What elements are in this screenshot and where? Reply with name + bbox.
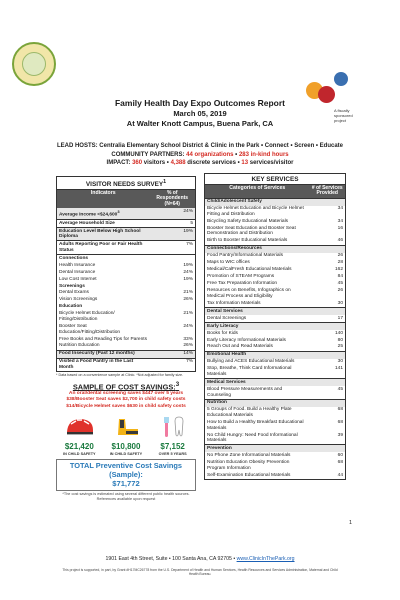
survey-indicator [57,350,150,358]
right-column [204,173,346,480]
services-category-label: Prevention [205,445,310,452]
survey-indicator [57,358,150,372]
survey-value: 5 [150,219,196,227]
survey-indicator [57,208,150,219]
services-row [205,366,346,379]
lead-hosts: LEAD HOSTS: Centralia Elementary School District & Clinic in the Park • Connect • Screen • Educate [56,143,344,149]
service-count: 26 [337,253,343,259]
services-category-label: Emotional Health [205,351,310,358]
survey-value [150,304,196,311]
survey-value: 33% [183,336,193,342]
report-date: March 05, 2019 [173,109,227,118]
service-count: 44 [337,472,343,478]
key-services-table [204,184,346,480]
services-category-row [205,399,346,406]
survey-value: 24% [183,208,193,214]
survey-value: 26% [183,343,193,349]
survey-row [57,283,196,290]
survey-value: 7% [150,358,196,372]
cost-savings-lines [56,391,196,410]
survey-value: 24% [183,269,193,275]
service-label: Dental Screenings [207,315,247,321]
service-count: 34 [337,206,343,212]
services-row [205,330,346,337]
services-row [205,225,346,238]
service-count: 46 [337,238,343,244]
savings-line-helmet: $14/Bicycle Helmet saves $630 in child safety costs [66,403,186,409]
service-label: Bicycling Safety Educational Materials [207,218,289,224]
survey-row [57,358,196,372]
survey-indicator [57,276,150,283]
savings-amount-dental: $7,152 OVER 5 YEARS [158,441,187,456]
survey-indicator [57,241,150,255]
service-count [310,399,346,406]
survey-indicator [57,290,150,297]
services-row [205,452,346,459]
survey-row [57,343,196,350]
survey-indicator-label: Dental Exams [59,290,89,296]
survey-body [57,208,196,372]
services-row [205,287,346,300]
services-category-label: Connections/Resources [205,245,310,252]
services-row [205,280,346,287]
service-label: Reach Out and Read Materials [207,344,273,350]
page-number: 1 [349,520,353,526]
services-row [205,238,346,245]
survey-indicator-label: Food Insecurity (Past 12 months) [59,351,135,357]
service-count [310,307,346,314]
service-label: Bicycle Helmet Education and Bicycle Helmet Fitting and Distribution [207,206,304,217]
survey-value [150,254,196,261]
service-count: 39 [337,432,343,438]
survey-indicator [57,297,150,304]
booster-seat-icon [113,415,143,439]
survey-indicator-label: Average Household Size [59,220,115,226]
community-partners: COMMUNITY PARTNERS: 44 organizations • 283 in-kind hours [111,151,289,158]
services-col-category: Categories of Services [205,185,310,199]
service-label: Nutrition Education Obesity Prevention Program Information [207,460,290,471]
services-category-label: Nutrition [205,399,310,406]
survey-row [57,241,196,255]
services-row [205,359,346,366]
savings-line-dental: An oral/dental screening saves $447 over 5 years [68,391,184,397]
total-savings-label: TOTAL Preventive Cost Savings (Sample): [69,461,183,480]
services-category-row [205,445,346,452]
survey-row [57,336,196,343]
cost-savings-title: SAMPLE OF COST SAVINGS:$^3$ [72,380,180,392]
survey-indicator-label: Average Income <$24,600 [59,212,118,218]
survey-indicator-label: Visited a Food Pantry in the Last Month [59,359,134,370]
service-label: How to Build a Healthy Breakfast Educational Materials [207,420,304,431]
survey-indicator-label: Health Insurance [59,262,96,268]
survey-col-indicators: Indicators [57,190,150,209]
services-row [205,432,346,445]
toothbrush-icon [161,415,187,439]
savings-icons [56,414,196,440]
services-category-label: Medical Services [205,379,310,386]
left-column [56,176,196,502]
service-count [310,445,346,452]
survey-indicator [57,311,150,324]
survey-indicator-label: Education [59,304,83,310]
savings-amounts [56,442,196,456]
service-count: 28 [337,260,343,266]
service-count [310,322,346,329]
survey-indicator-footnote-mark: 3 [117,208,120,214]
service-label: Free Tax Preparation Information [207,281,278,287]
impact-line: IMPACT: 360 visitors • 4,388 discrete services • 13 services/visitor [106,160,294,166]
survey-indicator [57,336,150,343]
survey-row [57,208,196,219]
total-savings-value: $71,772 [112,479,140,489]
service-count: 17 [337,315,343,321]
services-category-label: Child/Adolescent Safety [205,198,310,205]
clinic-in-the-park-logo [12,42,56,86]
services-row [205,419,346,432]
service-count [310,351,346,358]
service-label: Maps to WIC offices [207,260,250,266]
services-row [205,472,346,479]
services-row [205,344,346,351]
survey-value: 21% [183,290,193,296]
survey-indicator [57,254,150,261]
service-label: Medical/CalFresh Educational Materials [207,267,292,273]
survey-header-row [57,190,196,209]
survey-indicator-label: Bicycle Helmet Education/ Fitting/Distribution [59,311,115,322]
services-row [205,459,346,472]
savings-footnote: *The cost savings is estimated using several different public health sources. References available upon request [62,492,190,501]
services-row [205,337,346,344]
key-services-title: KEY SERVICES [204,173,346,184]
sponsor-badge-icon [334,72,348,86]
survey-value: 19% [150,227,196,241]
services-body [205,198,346,479]
survey-indicator-label: Connections [59,255,89,261]
survey-indicator-label: Free Books and Reading Tips for Parents [59,336,147,342]
survey-col-pct: % of Respondents (N=64) [150,190,196,209]
survey-row [57,311,196,324]
services-row [205,273,346,280]
survey-row [57,290,196,297]
lead-summary [0,142,400,168]
service-count [310,245,346,252]
survey-indicator [57,343,150,350]
services-col-count: # of Services Provided [310,185,346,199]
website-link[interactable]: www.ClinicInThePark.org [236,556,295,562]
total-savings-box [56,459,196,491]
survey-indicator [57,269,150,276]
service-label: No Phone Zone Informational Materials [207,453,291,459]
survey-indicator [57,227,150,241]
survey-indicator-label: Adults Reporting Poor or Fair Health Status [59,242,143,253]
survey-row [57,269,196,276]
service-count: 60 [337,453,343,459]
survey-row [57,227,196,241]
survey-row [57,304,196,311]
survey-row [57,297,196,304]
service-label: Food Pantry/Informational Materials [207,253,283,259]
services-header-row [205,185,346,199]
service-count: 68 [337,420,343,425]
service-label: Early Literacy Informational Materials [207,337,286,343]
survey-indicator-label: Screenings [59,283,85,289]
report-location: At Walter Knott Campus, Buena Park, CA [126,119,274,128]
service-label: Tax Information Materials [207,300,261,306]
survey-title: VISITOR NEEDS SURVEY$^1$ [56,176,196,189]
service-label: Bullying and ACES Educational Materials [207,359,295,365]
service-count: 26 [337,288,343,294]
survey-indicator [57,323,150,336]
service-count: 45 [337,386,343,392]
services-row [205,260,346,267]
survey-value: 26% [183,297,193,303]
survey-value: 19% [183,276,193,282]
service-count: 68 [337,460,343,466]
service-label: Booster Seat Education and Booster Seat Demonstration and Distribution [207,225,296,237]
service-count: 80 [337,337,343,343]
survey-indicator-label: Nutrition Education [59,343,100,349]
service-label: Birth to Booster Educational Materials [207,238,288,244]
service-count: 25 [337,344,343,350]
survey-row [57,219,196,227]
survey-indicator-label: Dental Insurance [59,269,96,275]
survey-indicator-label: Vision Screenings [59,297,98,303]
funding-note: This project is supported, in part, by Grant #H17MC26778 from the U.S. Department of Health and Human Services, Health Resources and Services Administration, Maternal and Child Health Bureau. [62,568,338,577]
survey-indicator [57,262,150,269]
services-category-row [205,351,346,358]
survey-indicator-label: Education Level Below High School Diploma [59,228,141,240]
survey-value: 24% [183,323,193,329]
savings-amount-helmets: $21,420 IN CHILD SAFETY [63,441,96,456]
survey-indicator [57,283,150,290]
service-count [310,198,346,205]
survey-table [56,189,196,372]
survey-row [57,262,196,269]
services-category-label: Early Literacy [205,322,310,329]
service-count: 16 [337,225,343,231]
survey-row [57,254,196,261]
survey-indicator [57,219,150,227]
service-label: Blood Pressure Measurements and Counseling [207,386,283,398]
service-count: 34 [337,218,343,224]
bicycle-helmet-icon [65,416,95,438]
fiscal-sponsor-note: A fiscally sponsored project [334,108,353,123]
services-category-label: Dental Services [205,307,310,314]
service-count: 162 [334,267,343,273]
service-count: 140 [334,330,343,336]
service-count: 84 [337,274,343,280]
services-row [205,253,346,260]
service-label: 5 Groups of Food. Build a Healthy Plate Educational Materials [207,407,292,419]
report-header [0,98,400,129]
services-category-row [205,322,346,329]
service-count: 45 [337,281,343,287]
survey-indicator-label: Low Cost Internet [59,276,97,282]
services-row [205,386,346,399]
survey-row [57,350,196,358]
service-label: Promotion of STEAM Programs [207,274,275,280]
services-row [205,300,346,307]
survey-indicator [57,304,150,311]
survey-value: 19% [183,262,193,268]
logo-emblem-icon [22,52,46,76]
report-title: Family Health Day Expo Outcomes Report [114,98,286,108]
service-count [310,379,346,386]
service-label: Books for Kids [207,330,238,336]
services-row [205,206,346,219]
services-row [205,218,346,225]
survey-row [57,276,196,283]
survey-indicator-label: Booster Seat Education/Fitting/Distribution [59,323,121,335]
service-label: Stop, Breathe, Think Card Informational Materials [207,366,292,377]
service-count: 30 [337,300,343,306]
survey-row [57,323,196,336]
service-count: 141 [334,366,343,372]
service-count: 68 [337,407,343,413]
savings-amount-booster: $10,800 IN CHILD SAFETY [109,441,143,456]
services-row [205,315,346,322]
survey-value: 7% [150,241,196,255]
services-category-row [205,307,346,314]
service-label: No Child Hungry: Need Food Informational Materials [207,432,298,444]
survey-value [150,283,196,290]
service-label: Resources on Benefits, Infographics on MediCal Process and Eligibility [207,288,291,299]
services-category-row [205,198,346,205]
survey-footnote: * Data based on a convenience sample at Clinic. *Not adjusted for family size. [56,373,184,378]
survey-value: 14% [150,350,196,358]
savings-line-booster: $38/Booster Seat saves $2,700 in child safety costs [66,397,186,403]
survey-value: 21% [183,311,193,317]
service-label: Self-Examination Educational Materials [207,472,291,478]
services-row [205,267,346,274]
services-category-row [205,245,346,252]
service-count: 30 [337,359,343,365]
services-category-row [205,379,346,386]
services-row [205,407,346,420]
footer-address: 1901 East 4th Street, Suite • 100 Santa Ana, CA 92705 • www.ClinicInThePark.org [105,556,295,562]
